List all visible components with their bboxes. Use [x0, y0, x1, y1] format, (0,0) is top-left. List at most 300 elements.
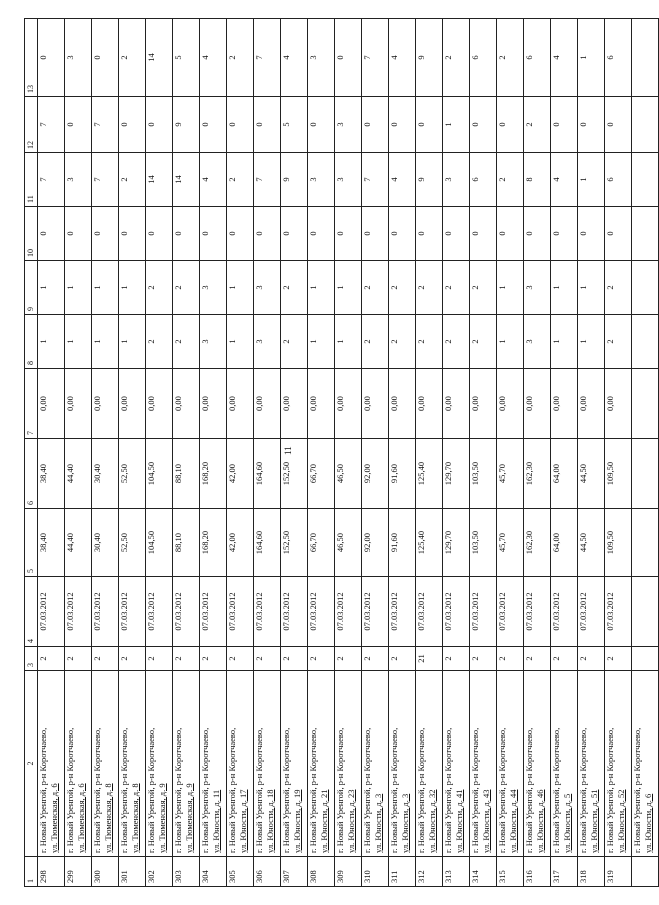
col-5-area: 162,30	[524, 509, 551, 577]
address-cell	[92, 671, 119, 857]
table-row	[362, 19, 389, 887]
col-13-value: 0	[38, 19, 65, 97]
col-11-value: 7	[254, 153, 281, 207]
col-7-value: 0,00	[119, 369, 146, 439]
col-3-value: 2	[65, 647, 92, 671]
col-3-value: 2	[227, 647, 254, 671]
col-10-value: 0	[200, 207, 227, 261]
address-cell	[578, 671, 605, 857]
date-cell: 07.03.2012	[254, 577, 281, 647]
col-5-area: 125,40	[416, 509, 443, 577]
col-12-value: 0	[470, 97, 497, 153]
column-number-11: 11	[25, 153, 38, 207]
col-7-value: 0,00	[308, 369, 335, 439]
row-number: 319	[605, 857, 632, 887]
table-row	[173, 19, 200, 887]
col-6-area: 164,60	[254, 439, 281, 509]
col-11-value: 7	[38, 153, 65, 207]
col-10-value: 0	[227, 207, 254, 261]
row-number: 311	[389, 857, 416, 887]
col-9-value: 1	[551, 261, 578, 315]
address-cell	[308, 671, 335, 857]
column-number-13: 13	[25, 19, 38, 97]
table-row	[308, 19, 335, 887]
col-5-area: 46,50	[335, 509, 362, 577]
table-row	[497, 19, 524, 887]
date-cell: 07.03.2012	[119, 577, 146, 647]
col-9-value: 2	[416, 261, 443, 315]
col-7-value: 0,00	[146, 369, 173, 439]
row-number: 309	[335, 857, 362, 887]
col-10-value: 0	[38, 207, 65, 261]
col-9-value: 2	[605, 261, 632, 315]
address-line-city: г. Новый Уренгой, р-н Коротчаево,	[281, 727, 291, 853]
col-7-value: 0,00	[227, 369, 254, 439]
col-13-value: 14	[146, 19, 173, 97]
row-number: 315	[497, 857, 524, 887]
col-11-value: 14	[173, 153, 200, 207]
col-8-value: 3	[200, 315, 227, 369]
date-cell: 07.03.2012	[200, 577, 227, 647]
col-13-value: 3	[308, 19, 335, 97]
col-3-value: 2	[335, 647, 362, 671]
col-6-area: 92,00	[362, 439, 389, 509]
col-12-value: 1	[443, 97, 470, 153]
col-12-value: 9	[173, 97, 200, 153]
col-8-value: 3	[254, 315, 281, 369]
col-7-value: 0,00	[605, 369, 632, 439]
col-6-area: 125,40	[416, 439, 443, 509]
col-7-value: 0,00	[497, 369, 524, 439]
date-cell: 07.03.2012	[389, 577, 416, 647]
col-7-value: 0,00	[524, 369, 551, 439]
col-9-value: 3	[200, 261, 227, 315]
address-cell	[443, 671, 470, 857]
col-11-value: 14	[146, 153, 173, 207]
col-13-value: 0	[335, 19, 362, 97]
col-11-value: 7	[362, 153, 389, 207]
table-row	[443, 19, 470, 887]
col-3-value: 2	[92, 647, 119, 671]
address-cell	[632, 671, 659, 857]
col-12-value: 0	[416, 97, 443, 153]
address-cell	[335, 671, 362, 857]
col-5-area: 152,50	[281, 509, 308, 577]
col-8-value: 1	[308, 315, 335, 369]
col-5-area: 92,00	[362, 509, 389, 577]
address-cell	[119, 671, 146, 857]
col-6-area: 44,50	[578, 439, 605, 509]
col-9-value: 3	[524, 261, 551, 315]
address-line-street: ул. Тюменская, д. 6	[49, 783, 59, 853]
date-cell: 07.03.2012	[227, 577, 254, 647]
row-number: 306	[254, 857, 281, 887]
col-10-value: 0	[524, 207, 551, 261]
row-number: 314	[470, 857, 497, 887]
col-10-value: 0	[281, 207, 308, 261]
table-row	[65, 19, 92, 887]
col-12-value: 0	[254, 97, 281, 153]
row-number: 298	[38, 857, 65, 887]
col-6-area: 168,20	[200, 439, 227, 509]
address-cell	[65, 671, 92, 857]
date-cell: 07.03.2012	[524, 577, 551, 647]
col-6-area: 152,50	[281, 439, 308, 509]
col-7-value: 0,00	[254, 369, 281, 439]
table-body	[38, 19, 659, 887]
col-12-value: 0	[146, 97, 173, 153]
col-6-area: 52,50	[119, 439, 146, 509]
address-line-city: г. Новый Уренгой, р-н Коротчаево,	[119, 727, 129, 853]
address-cell	[416, 671, 443, 857]
row-number: 304	[200, 857, 227, 887]
col-5-area: 45,70	[497, 509, 524, 577]
address-line-city: г. Новый Уренгой, р-н Коротчаево,	[146, 727, 156, 853]
col-8-value: 2	[173, 315, 200, 369]
col-9-value: 3	[254, 261, 281, 315]
col-10-value: 0	[92, 207, 119, 261]
col-3-value: 2	[200, 647, 227, 671]
col-6-area: 45,70	[497, 439, 524, 509]
date-cell: 07.03.2012	[443, 577, 470, 647]
col-5-area: 66,70	[308, 509, 335, 577]
col-8-value: 1	[227, 315, 254, 369]
address-cell	[254, 671, 281, 857]
col-8-value: 1	[551, 315, 578, 369]
col-6-area: 103,50	[470, 439, 497, 509]
date-cell: 07.03.2012	[65, 577, 92, 647]
row-number: 305	[227, 857, 254, 887]
row-number: 301	[119, 857, 146, 887]
row-number: 302	[146, 857, 173, 887]
address-line-city: г. Новый Уренгой, р-н Коротчаево,	[227, 727, 237, 853]
col-8-value: 1	[119, 315, 146, 369]
col-9-value: 2	[443, 261, 470, 315]
col-13-value: 5	[173, 19, 200, 97]
col-10-value: 0	[389, 207, 416, 261]
table-row	[281, 19, 308, 887]
date-cell: 07.03.2012	[92, 577, 119, 647]
col-5-area: 38,40	[38, 509, 65, 577]
col-6-area: 129,70	[443, 439, 470, 509]
address-line-city: г. Новый Уренгой, р-н Коротчаево,	[605, 727, 615, 853]
date-cell: 07.03.2012	[416, 577, 443, 647]
address-line-street: ул. Юности, д. 18	[265, 789, 275, 853]
col-13-value: 4	[281, 19, 308, 97]
col-13-value: 9	[416, 19, 443, 97]
col-10-value: 0	[497, 207, 524, 261]
date-cell	[632, 577, 659, 647]
col-8-value: 1	[335, 315, 362, 369]
address-line-street: ул. Тюменская, д. 9	[184, 783, 194, 853]
address-line-street: ул. Юности, д. 3	[400, 793, 410, 853]
address-line-city: г. Новый Уренгой, р-н Коротчаево,	[65, 727, 75, 853]
col-9-value: 1	[335, 261, 362, 315]
col-11-value: 3	[65, 153, 92, 207]
address-cell	[362, 671, 389, 857]
col-12-value: 3	[335, 97, 362, 153]
col-7-value: 0,00	[443, 369, 470, 439]
date-cell: 07.03.2012	[146, 577, 173, 647]
col-6-area: 44,40	[65, 439, 92, 509]
col-8-value: 3	[524, 315, 551, 369]
col-7-value: 0,00	[470, 369, 497, 439]
address-line-city: г. Новый Уренгой, р-н Коротчаево,	[416, 727, 426, 853]
col-13-value: 2	[497, 19, 524, 97]
address-line-street: ул. Юности, д. 32	[427, 789, 437, 853]
col-9-value: 2	[281, 261, 308, 315]
address-line-street: ул. Юности, д. 5	[562, 793, 572, 853]
col-13-value: 0	[92, 19, 119, 97]
col-12-value: 0	[119, 97, 146, 153]
table-row	[524, 19, 551, 887]
page-number: 11	[283, 446, 293, 455]
col-12-value: 0	[227, 97, 254, 153]
col-12-value: 0	[497, 97, 524, 153]
table-row	[335, 19, 362, 887]
address-line-city: г. Новый Уренгой, р-н Коротчаево,	[524, 727, 534, 853]
col-13-value: 6	[605, 19, 632, 97]
date-cell: 07.03.2012	[362, 577, 389, 647]
col-5-area: 44,40	[65, 509, 92, 577]
col-11-value: 9	[416, 153, 443, 207]
col-11-value: 2	[227, 153, 254, 207]
date-cell: 07.03.2012	[578, 577, 605, 647]
col-13-value	[632, 19, 659, 97]
col-13-value: 2	[119, 19, 146, 97]
col-11-value	[632, 153, 659, 207]
address-line-city: г. Новый Уренгой, р-н Коротчаево,	[308, 727, 318, 853]
col-3-value	[632, 647, 659, 671]
row-number	[632, 857, 659, 887]
col-9-value: 2	[362, 261, 389, 315]
col-8-value: 2	[362, 315, 389, 369]
address-line-street: ул. Юности, д. 41	[454, 789, 464, 853]
address-cell	[497, 671, 524, 857]
col-10-value: 0	[605, 207, 632, 261]
col-9-value: 2	[146, 261, 173, 315]
column-number-10: 10	[25, 207, 38, 261]
col-6-area: 88,10	[173, 439, 200, 509]
col-10-value	[632, 207, 659, 261]
col-11-value: 3	[443, 153, 470, 207]
col-9-value: 1	[497, 261, 524, 315]
col-11-value: 7	[92, 153, 119, 207]
date-cell: 07.03.2012	[335, 577, 362, 647]
address-line-city: г. Новый Уренгой, р-н Коротчаево,	[38, 727, 48, 853]
date-cell: 07.03.2012	[281, 577, 308, 647]
table-row	[551, 19, 578, 887]
col-7-value: 0,00	[38, 369, 65, 439]
col-8-value: 2	[605, 315, 632, 369]
col-6-area: 66,70	[308, 439, 335, 509]
col-11-value: 9	[281, 153, 308, 207]
address-cell	[389, 671, 416, 857]
row-number: 308	[308, 857, 335, 887]
col-10-value: 0	[65, 207, 92, 261]
address-line-city: г. Новый Уренгой, р-н Коротчаево,	[470, 727, 480, 853]
address-line-street: ул. Юности, д. 17	[238, 789, 248, 853]
table-row	[38, 19, 65, 887]
col-6-area: 91,60	[389, 439, 416, 509]
table-row	[389, 19, 416, 887]
col-9-value: 2	[470, 261, 497, 315]
col-6-area: 30,40	[92, 439, 119, 509]
column-number-6: 6	[25, 439, 38, 509]
table-row	[632, 19, 659, 887]
col-3-value: 2	[308, 647, 335, 671]
col-12-value: 0	[551, 97, 578, 153]
col-11-value: 3	[308, 153, 335, 207]
table-row	[578, 19, 605, 887]
col-9-value: 2	[389, 261, 416, 315]
table-row	[416, 19, 443, 887]
col-10-value: 0	[173, 207, 200, 261]
row-number: 307	[281, 857, 308, 887]
col-8-value: 2	[281, 315, 308, 369]
col-12-value: 0	[362, 97, 389, 153]
col-13-value: 3	[65, 19, 92, 97]
col-9-value: 2	[173, 261, 200, 315]
col-13-value: 7	[362, 19, 389, 97]
address-line-city: г. Новый Уренгой, р-н Коротчаево,	[578, 727, 588, 853]
col-3-value: 2	[146, 647, 173, 671]
address-line-city: г. Новый Уренгой, р-н Коротчаево,	[254, 727, 264, 853]
col-9-value	[632, 261, 659, 315]
col-9-value: 1	[578, 261, 605, 315]
col-11-value: 4	[551, 153, 578, 207]
col-6-area: 104,50	[146, 439, 173, 509]
col-6-area: 64,00	[551, 439, 578, 509]
col-13-value: 2	[227, 19, 254, 97]
col-7-value	[632, 369, 659, 439]
col-13-value: 7	[254, 19, 281, 97]
row-number: 303	[173, 857, 200, 887]
col-12-value: 0	[65, 97, 92, 153]
col-13-value: 6	[524, 19, 551, 97]
col-7-value: 0,00	[173, 369, 200, 439]
col-10-value: 0	[578, 207, 605, 261]
column-number-4: 4	[25, 577, 38, 647]
housing-register-table	[24, 18, 659, 887]
address-line-street: ул. Юности, д. 43	[481, 789, 491, 853]
col-3-value: 2	[605, 647, 632, 671]
address-line-street: ул. Юности, д. 46	[535, 789, 545, 853]
row-number: 300	[92, 857, 119, 887]
col-10-value: 0	[119, 207, 146, 261]
col-7-value: 0,00	[389, 369, 416, 439]
col-8-value: 1	[578, 315, 605, 369]
col-8-value	[632, 315, 659, 369]
col-5-area: 30,40	[92, 509, 119, 577]
address-line-city: г. Новый Уренгой, р-н Коротчаево,	[335, 727, 345, 853]
col-5-area: 109,50	[605, 509, 632, 577]
col-12-value: 7	[92, 97, 119, 153]
row-number: 312	[416, 857, 443, 887]
col-11-value: 8	[524, 153, 551, 207]
col-3-value: 2	[362, 647, 389, 671]
table-row	[146, 19, 173, 887]
col-12-value: 0	[389, 97, 416, 153]
col-13-value: 4	[389, 19, 416, 97]
row-number: 299	[65, 857, 92, 887]
col-11-value: 2	[497, 153, 524, 207]
address-line-street: ул. Юности, д. 21	[319, 789, 329, 853]
col-7-value: 0,00	[578, 369, 605, 439]
col-10-value: 0	[308, 207, 335, 261]
column-number-5: 5	[25, 509, 38, 577]
col-5-area: 88,10	[173, 509, 200, 577]
column-number-2: 2	[25, 671, 38, 857]
col-11-value: 3	[335, 153, 362, 207]
col-13-value: 4	[551, 19, 578, 97]
table-row	[470, 19, 497, 887]
col-7-value: 0,00	[92, 369, 119, 439]
col-11-value: 2	[119, 153, 146, 207]
col-8-value: 2	[389, 315, 416, 369]
address-line-city: г. Новый Уренгой, р-н Коротчаево,	[497, 727, 507, 853]
col-11-value: 1	[578, 153, 605, 207]
col-7-value: 0,00	[335, 369, 362, 439]
col-11-value: 6	[470, 153, 497, 207]
address-line-street: ул. Юности, д. 44	[508, 789, 518, 853]
col-13-value: 6	[470, 19, 497, 97]
address-line-city: г. Новый Уренгой, р-н Коротчаево,	[92, 727, 102, 853]
date-cell: 07.03.2012	[551, 577, 578, 647]
address-line-street: ул. Тюменская, д. 8	[130, 783, 140, 853]
col-9-value: 1	[38, 261, 65, 315]
date-cell: 07.03.2012	[497, 577, 524, 647]
table-row	[227, 19, 254, 887]
col-5-area	[632, 509, 659, 577]
col-8-value: 1	[92, 315, 119, 369]
address-line-street: ул. Юности, д. 19	[292, 789, 302, 853]
col-5-area: 44,50	[578, 509, 605, 577]
col-3-value: 2	[119, 647, 146, 671]
col-6-area: 109,50	[605, 439, 632, 509]
col-3-value: 2	[578, 647, 605, 671]
row-number: 313	[443, 857, 470, 887]
row-number: 310	[362, 857, 389, 887]
col-6-area: 46,50	[335, 439, 362, 509]
address-line-street: ул. Тюменская, д. 6	[76, 783, 86, 853]
row-number: 317	[551, 857, 578, 887]
col-10-value: 0	[551, 207, 578, 261]
date-cell: 07.03.2012	[605, 577, 632, 647]
col-3-value: 2	[524, 647, 551, 671]
col-3-value: 2	[173, 647, 200, 671]
column-number-12: 12	[25, 97, 38, 153]
col-3-value: 2	[38, 647, 65, 671]
col-9-value: 1	[65, 261, 92, 315]
col-7-value: 0,00	[65, 369, 92, 439]
address-line-city: г. Новый Уренгой, р-н Коротчаево,	[389, 727, 399, 853]
col-6-area: 162,30	[524, 439, 551, 509]
date-cell: 07.03.2012	[308, 577, 335, 647]
address-line-city: г. Новый Уренгой, р-н Коротчаево,	[551, 727, 561, 853]
row-number: 316	[524, 857, 551, 887]
address-line-city: г. Новый Уренгой, р-н Коротчаево,	[362, 727, 372, 853]
col-9-value: 1	[119, 261, 146, 315]
col-10-value: 0	[146, 207, 173, 261]
table-row	[254, 19, 281, 887]
col-5-area: 164,60	[254, 509, 281, 577]
col-8-value: 2	[416, 315, 443, 369]
date-cell: 07.03.2012	[38, 577, 65, 647]
table-row	[200, 19, 227, 887]
col-5-area: 104,50	[146, 509, 173, 577]
address-cell	[281, 671, 308, 857]
